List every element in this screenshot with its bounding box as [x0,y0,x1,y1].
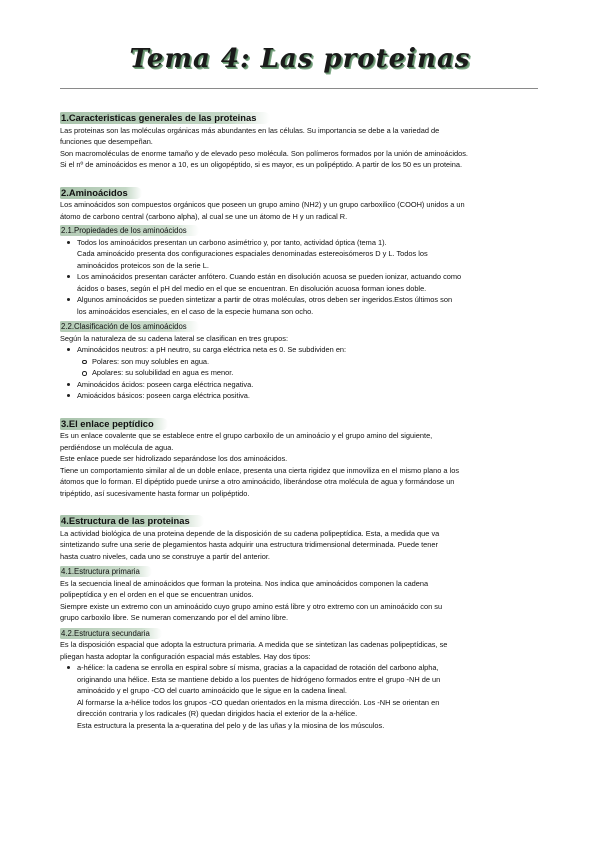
bullet-icon [67,383,70,386]
circle-bullet-icon [82,360,87,365]
properties-list [60,237,544,318]
list-item-line: Apolares: su solubilidad en agua es menor. [92,368,234,377]
section-amino-acids [60,185,544,402]
section-general-characteristics [60,110,544,171]
paragraph-line: Siempre existe un extremo con un aminoácido cuyo grupo amino está libre y otro extremo con un aminoácido con su [60,601,443,611]
paragraph-line: Si el nº de aminoácidos es menor a 10, es un oligopéptido, si es mayor, es un polipéptido. A partir de los 50 es un proteina. [60,160,463,169]
bullet-icon [67,241,70,244]
list-item-line: Los aminoácidos presentan carácter anfótero. Cuando están en disolución acuosa se pueden ionizar, actuando como [77,272,462,281]
section-heading: 4.Estructura de las proteinas [60,515,204,527]
section-peptide-bond [60,416,544,500]
list-item-line: Algunos aminoácidos se pueden sintetizar a partir de otras moléculas, otros deben ser ingeridos.Estos últimos son [77,295,453,304]
list-item [92,356,544,368]
list-item [77,271,544,294]
paragraph-line: átomo de carbono central (carbono alpha), al cual se une un átomo de H y un radical R. [60,211,348,221]
list-item [92,367,544,379]
paragraph-line: grupo carboxilo libre. Se numeran comenzando por el del amino libre. [60,613,289,622]
section-heading: 1.Caracteristicas generales de las proteinas [60,112,270,124]
paragraph-line: átomos que lo forman. El dipéptido puede unirse a otro aminoácido, liberándose otra molécula de agua y formándose un [60,477,455,486]
list-item-line: Esta estructura la presenta la a-queratina del pelo y de las uñas y la miosina de los músculos. [77,720,385,730]
paragraph-line: tripéptido, así sucesivamente hasta formar un polipéptido. [60,488,250,498]
subsection-heading: 4.2.Estructura secundaria [60,628,162,639]
bullet-icon [67,666,70,669]
list-item-line: Al formarse la a-hélice todos los grupos -CO quedan orientados en la misma dirección. Los -NH se orientan en [77,697,440,707]
paragraph-line: funciones que desempeñan. [60,137,153,146]
section-protein-structure [60,513,544,731]
bullet-icon [67,275,70,278]
list-item-line: Aminoácidos ácidos: poseen carga eléctrica negativa. [77,379,254,389]
list-item-line: aminoácido y el grupo -CO del cuarto aminoácido que le sigue en la cadena lineal. [77,686,347,695]
list-item-line: a-hélice: la cadena se enrolla en espiral sobre sí misma, gracias a la capacidad de rotación del carbono alpha, [77,663,439,672]
list-item [77,379,544,391]
paragraph-line: polipeptídica y en el orden en el que se encuentran unidos. [60,590,254,599]
paragraph-line: perdiéndose un molécula de agua. [60,442,174,452]
page-title: Tema 4: Las proteinas [129,44,471,74]
paragraph-line: Es un enlace covalente que se establece entre el grupo carboxilo de un aminoácio y el grupo amino del siguiente, [60,431,433,440]
paragraph-line: sintetizando sufre una serie de plegamientos hasta adquirir una estructura tridimensional determinada. Puede tener [60,540,438,549]
section-heading: 2.Aminoácidos [60,187,142,199]
paragraph-line: Es la disposición espacial que adopta la estructura primaria. A medida que se sintetizan las cadenas polipeptídicas, se [60,640,448,649]
list-item [77,294,544,317]
list-item-line: originando una hélice. Esta se mantiene debido a los puentes de hidrógeno formados entre el grupo -NH de un [77,674,441,684]
list-item-line: ácidos o bases, según el pH del medio en el que se encuentran. En disolución acuosa forman iones doble. [77,283,427,293]
bullet-icon [67,298,70,301]
document-body [60,110,544,731]
list-item-line: Cada aminoácido presenta dos configuraciones espaciales denominadas estereoisómeros D y L. Todos los [77,249,428,258]
secondary-structure-list [60,662,544,731]
paragraph-line: La actividad biológica de una proteina depende de la disposición de su cadena polipeptídica. Esta, a medida que va [60,528,440,538]
paragraph-line: Las proteinas son las moléculas orgánicas más abundantes en las células. Su importancia se debe a la variedad de [60,125,440,135]
list-item [77,344,544,379]
list-item [77,390,544,402]
section-heading: 3.El enlace peptídico [60,418,168,430]
list-item-line: Aminoácidos neutros: a pH neutro, su carga eléctrica neta es 0. Se subdividen en: [77,345,347,354]
classification-list [60,344,544,402]
subsection-heading: 4.1.Estructura primaria [60,566,152,577]
bullet-icon [67,348,70,351]
paragraph-line: Son macromoléculas de enorme tamaño y de elevado peso molécula. Son polímeros formados por la unión de aminoácidos. [60,148,468,158]
paragraph-line: Es la secuencia lineal de aminoácidos que forman la proteina. Nos indica que aminoácidos componen la cadena [60,578,429,588]
list-item [77,662,544,731]
subsection-heading: 2.2.Clasificación de los aminoácidos [60,321,199,332]
subsection-heading: 2.1.Propiedades de los aminoácidos [60,225,199,236]
list-item-line: Todos los aminoácidos presentan un carbono asimétrico y, por tanto, actividad óptica (tema 1). [77,237,387,247]
list-item-line: aminoácidos proteicos son de la serie L. [77,260,209,270]
paragraph-line: Este enlace puede ser hidrolizado separándose los dos aminoácidos. [60,454,288,463]
neutral-subtypes-list [77,356,544,379]
paragraph-line: Los aminoácidos son compuestos orgánicos que poseen un grupo amino (NH2) y un grupo carboxilico (COOH) unidos a un [60,200,465,209]
list-item-line: Amioácidos básicos: poseen carga eléctrica positiva. [77,391,250,400]
list-item-line: Polares: son muy solubles en agua. [92,356,210,366]
paragraph-line: pliegan hasta adoptar la configuración espacial más estables. Hay dos tipos: [60,651,311,661]
list-item [77,237,544,272]
list-item-line: dirección contraria y los radicales (R) quedan dirigidos hacia el exterior de la a-hélice. [77,709,358,718]
bullet-icon [67,394,70,397]
list-item-line: los aminoácidos esenciales, en el caso de la especie humana son ocho. [77,306,314,316]
circle-bullet-icon [82,371,87,376]
paragraph-line: Según la naturaleza de su cadena lateral se clasifican en tres grupos: [60,333,289,343]
paragraph-line: hasta cuatro niveles, cada uno se construye a partir del anterior. [60,551,270,561]
title-divider [60,88,538,89]
paragraph-line: Tiene un comportamiento similar al de un doble enlace, presenta una cierta rigidez que inmoviliza en el mismo plano a los [60,465,460,475]
